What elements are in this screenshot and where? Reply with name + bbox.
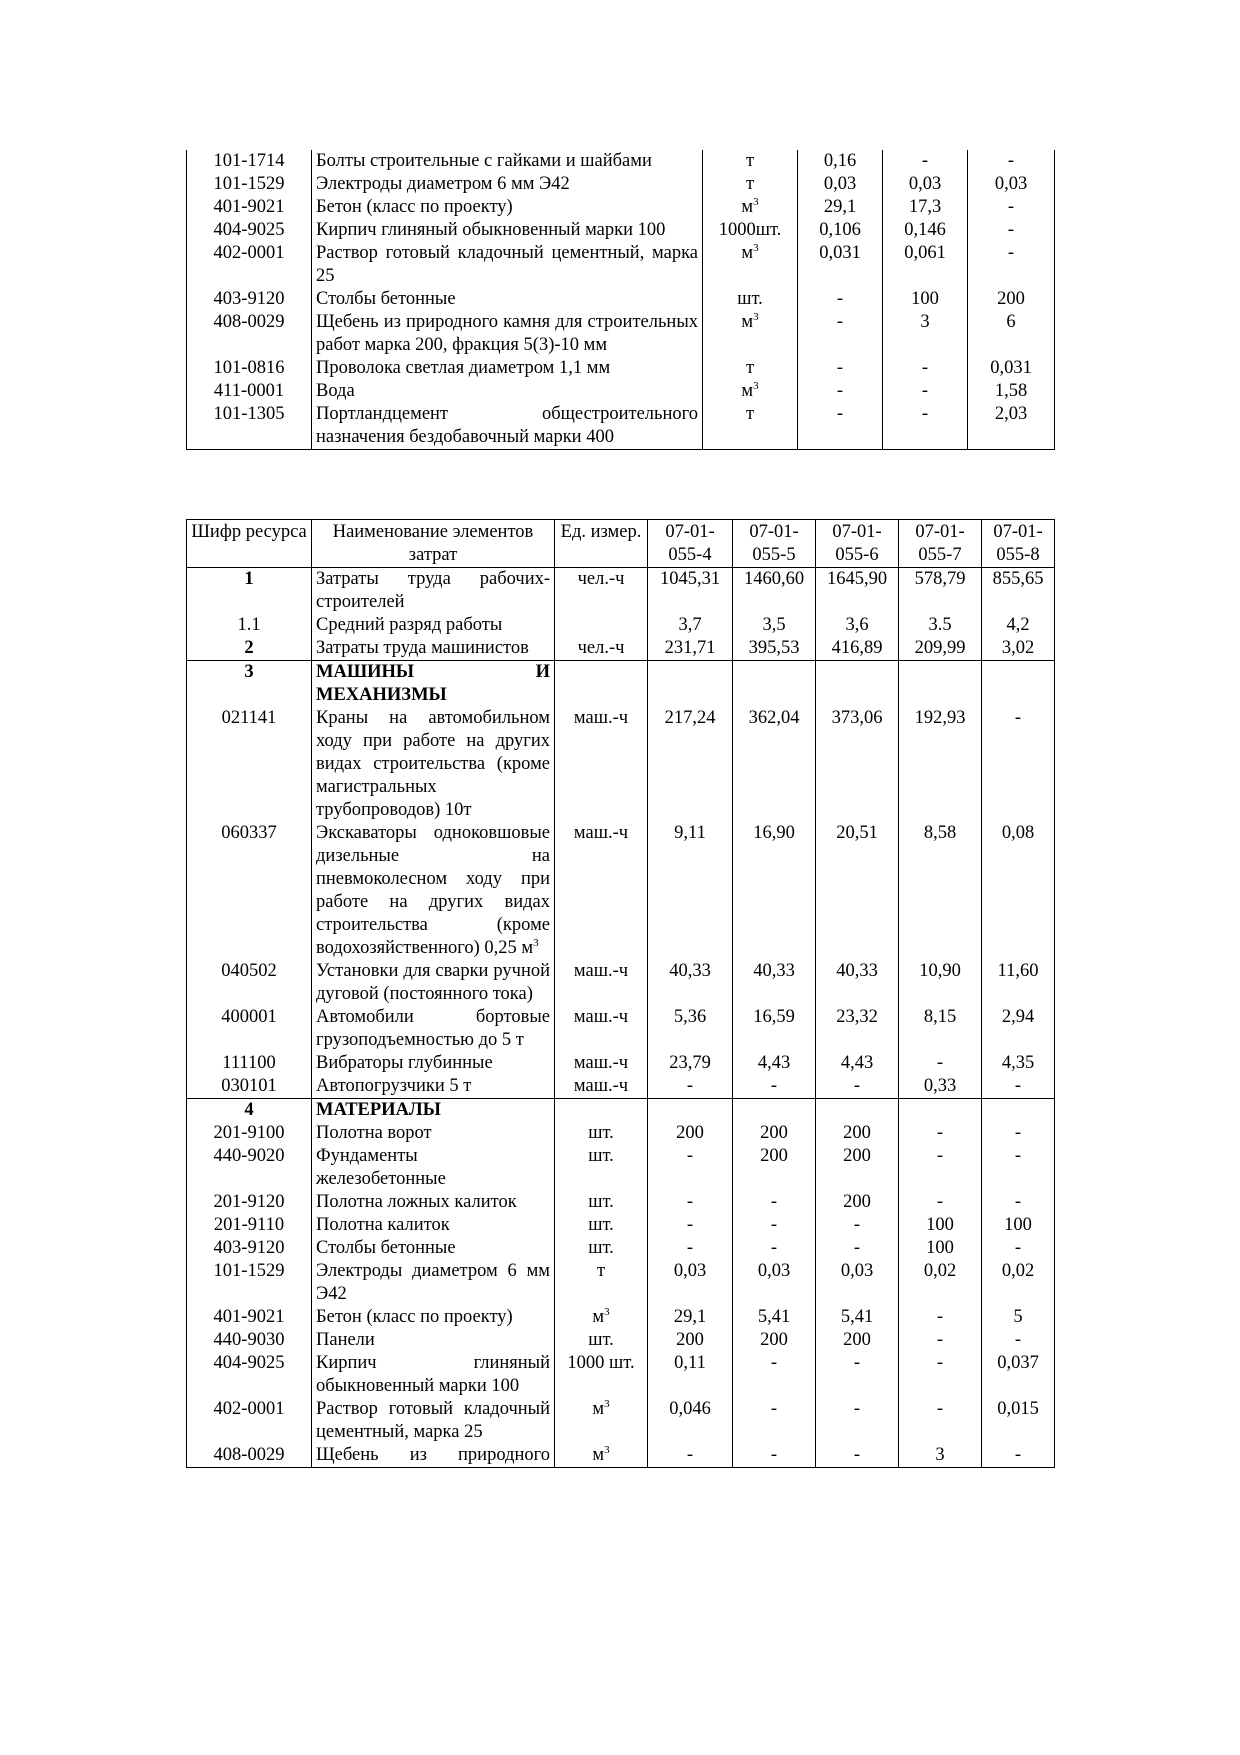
- value-cell: 2,94: [982, 1006, 1055, 1052]
- header-code: Шифр ресурса: [187, 520, 312, 568]
- resource-name: Автопогрузчики 5 т: [312, 1075, 555, 1099]
- value-cell: -: [816, 1075, 899, 1099]
- value-cell: -: [968, 196, 1055, 219]
- table-row: [187, 196, 1055, 219]
- unit: шт.: [555, 1329, 648, 1352]
- resource-code: 440-9020: [213, 1146, 285, 1166]
- value-cell: 5,36: [648, 1006, 733, 1052]
- value-cell: -: [798, 357, 883, 380]
- value-cell: [733, 661, 816, 708]
- table-row: [187, 1145, 1055, 1191]
- value-cell: -: [982, 1444, 1055, 1468]
- value-cell: 5: [982, 1306, 1055, 1329]
- resource-name: Автомобили бортовые грузоподъемностью до 5 т: [312, 1006, 555, 1052]
- value-cell: [816, 661, 899, 708]
- value-cell: 0,33: [899, 1075, 982, 1099]
- unit: $м^3$: [555, 1398, 648, 1444]
- value-cell: 3,02: [982, 637, 1055, 661]
- table-row: [187, 960, 1055, 1006]
- value-cell: -: [883, 357, 968, 380]
- superscript-3: 3: [604, 1306, 610, 1318]
- value-cell: 362,04: [733, 707, 816, 822]
- table-row: [187, 1352, 1055, 1398]
- resource-name: Проволока светлая диаметром 1,1 мм: [312, 357, 703, 380]
- resource-code: 404-9025: [213, 1353, 285, 1373]
- value-cell: 1045,31: [648, 568, 733, 615]
- header-col-2: 07-01-055-5: [733, 520, 816, 568]
- value-cell: -: [899, 1329, 982, 1352]
- value-cell: -: [968, 219, 1055, 242]
- section-row: [187, 1099, 1055, 1123]
- resource-code: 401-9021: [213, 197, 285, 217]
- resource-code: 201-9110: [213, 1215, 285, 1235]
- value-cell: [982, 661, 1055, 708]
- value-cell: 1645,90: [816, 568, 899, 615]
- resource-name: Вибраторы глубинные: [312, 1052, 555, 1075]
- unit: $м^3$: [703, 242, 798, 288]
- resource-code: 404-9025: [213, 220, 285, 240]
- value-cell: 0,03: [798, 173, 883, 196]
- value-cell: -: [982, 1329, 1055, 1352]
- value-cell: 4,2: [982, 614, 1055, 637]
- value-cell: 40,33: [733, 960, 816, 1006]
- unit: чел.-ч: [555, 637, 648, 661]
- value-cell: 578,79: [899, 568, 982, 615]
- resource-name: Электроды диаметром 6 мм Э42: [312, 1260, 555, 1306]
- value-cell: 8,15: [899, 1006, 982, 1052]
- resource-name: Портландцемент общестроительного назначения бездобавочный марки 400: [312, 403, 703, 450]
- unit: шт.: [555, 1191, 648, 1214]
- value-cell: 855,65: [982, 568, 1055, 615]
- superscript-3: 3: [753, 311, 759, 323]
- resource-name: Столбы бетонные: [312, 288, 703, 311]
- value-cell: -: [899, 1398, 982, 1444]
- resource-code: 021141: [221, 708, 277, 728]
- value-cell: 40,33: [648, 960, 733, 1006]
- resource-name: Электроды диаметром 6 мм Э42: [312, 173, 703, 196]
- value-cell: 5,41: [733, 1306, 816, 1329]
- value-cell: 0,015: [982, 1398, 1055, 1444]
- value-cell: 4,35: [982, 1052, 1055, 1075]
- resource-name: МАТЕРИАЛЫ: [312, 1099, 555, 1123]
- value-cell: 0,061: [883, 242, 968, 288]
- value-cell: -: [816, 1444, 899, 1468]
- value-cell: 0,037: [982, 1352, 1055, 1398]
- resource-code: 403-9120: [213, 1238, 285, 1258]
- value-cell: -: [899, 1145, 982, 1191]
- value-cell: -: [733, 1214, 816, 1237]
- table-row: [187, 380, 1055, 403]
- value-cell: 1460,60: [733, 568, 816, 615]
- value-cell: -: [798, 380, 883, 403]
- resource-name: Бетон (класс по проекту): [312, 196, 703, 219]
- resource-name: Раствор готовый кладочный цементный, марка 25: [312, 1398, 555, 1444]
- value-cell: -: [648, 1237, 733, 1260]
- value-cell: 200: [733, 1122, 816, 1145]
- unit: шт.: [555, 1145, 648, 1191]
- value-cell: 200: [733, 1329, 816, 1352]
- value-cell: -: [982, 1122, 1055, 1145]
- resource-code: 411-0001: [213, 381, 285, 401]
- value-cell: -: [648, 1444, 733, 1468]
- value-cell: -: [648, 1075, 733, 1099]
- unit: чел.-ч: [555, 568, 648, 615]
- table-row: [187, 1398, 1055, 1444]
- value-cell: 23,79: [648, 1052, 733, 1075]
- value-cell: 0,03: [648, 1260, 733, 1306]
- resource-code: 408-0029: [213, 1445, 285, 1465]
- value-cell: -: [798, 311, 883, 357]
- value-cell: -: [733, 1444, 816, 1468]
- value-cell: 200: [816, 1329, 899, 1352]
- table-row: [187, 637, 1055, 661]
- value-cell: 200: [648, 1329, 733, 1352]
- table-row: [187, 1260, 1055, 1306]
- resource-code: 040502: [221, 961, 277, 981]
- value-cell: -: [648, 1214, 733, 1237]
- table-row: [187, 1237, 1055, 1260]
- unit: [555, 1099, 648, 1123]
- resource-code: 4: [187, 1099, 312, 1123]
- table-header-row: [187, 520, 1055, 568]
- table-row: [187, 173, 1055, 196]
- value-cell: 0,11: [648, 1352, 733, 1398]
- unit: шт.: [703, 288, 798, 311]
- table-row: [187, 1214, 1055, 1237]
- value-cell: 100: [899, 1237, 982, 1260]
- value-cell: 4,43: [733, 1052, 816, 1075]
- unit: 1000шт.: [703, 219, 798, 242]
- resource-code: 101-1305: [213, 404, 285, 424]
- resource-name: Установки для сварки ручной дуговой (постоянного тока): [312, 960, 555, 1006]
- resource-name: Затраты труда рабочих-строителей: [312, 568, 555, 615]
- resource-code: 401-9021: [213, 1307, 285, 1327]
- resource-name: Краны на автомобильном ходу при работе на других видах строительства (кроме магистральных трубопроводов) 10т: [312, 707, 555, 822]
- header-unit: Ед. измер.: [555, 520, 648, 568]
- resource-name: Затраты труда машинистов: [312, 637, 555, 661]
- unit: т: [703, 150, 798, 173]
- unit: маш.-ч: [555, 1052, 648, 1075]
- main-resource-table: [186, 519, 1055, 1468]
- resource-name: Фундаменты железобетонные: [312, 1145, 555, 1191]
- value-cell: 16,90: [733, 822, 816, 960]
- resource-code: 408-0029: [213, 312, 285, 332]
- value-cell: 3,7: [648, 614, 733, 637]
- value-cell: 0,03: [968, 173, 1055, 196]
- table-row: [187, 403, 1055, 450]
- superscript-3: 3: [604, 1444, 610, 1456]
- value-cell: 231,71: [648, 637, 733, 661]
- top-table-body: [187, 150, 1055, 450]
- resource-name: Болты строительные с гайками и шайбами: [312, 150, 703, 173]
- table-row: [187, 1444, 1055, 1468]
- value-cell: 16,59: [733, 1006, 816, 1052]
- resource-code: 1.1: [237, 615, 261, 635]
- value-cell: 0,08: [982, 822, 1055, 960]
- value-cell: -: [733, 1398, 816, 1444]
- value-cell: -: [733, 1237, 816, 1260]
- unit: т: [703, 173, 798, 196]
- value-cell: 5,41: [816, 1306, 899, 1329]
- table-row: [187, 288, 1055, 311]
- value-cell: 6: [968, 311, 1055, 357]
- resource-code: 402-0001: [213, 1399, 285, 1419]
- value-cell: 0,046: [648, 1398, 733, 1444]
- value-cell: 0,03: [883, 173, 968, 196]
- table-row: [187, 1306, 1055, 1329]
- value-cell: 3: [899, 1444, 982, 1468]
- value-cell: 1,58: [968, 380, 1055, 403]
- value-cell: -: [733, 1075, 816, 1099]
- value-cell: 100: [883, 288, 968, 311]
- value-cell: -: [883, 403, 968, 450]
- value-cell: 0,02: [899, 1260, 982, 1306]
- value-cell: 0,03: [816, 1260, 899, 1306]
- header-col-3: 07-01-055-6: [816, 520, 899, 568]
- value-cell: 100: [899, 1214, 982, 1237]
- value-cell: 192,93: [899, 707, 982, 822]
- resource-code: 440-9030: [213, 1330, 285, 1350]
- value-cell: -: [982, 1191, 1055, 1214]
- resource-name: Бетон (класс по проекту): [312, 1306, 555, 1329]
- resource-code: 101-1529: [213, 1261, 285, 1281]
- value-cell: -: [982, 707, 1055, 822]
- value-cell: -: [883, 380, 968, 403]
- value-cell: 395,53: [733, 637, 816, 661]
- resource-name: Панели: [312, 1329, 555, 1352]
- value-cell: 40,33: [816, 960, 899, 1006]
- resource-name: Щебень из природного камня для строительных работ марка 200, фракция 5(3)-10 мм: [312, 311, 703, 357]
- header-col-4: 07-01-055-7: [899, 520, 982, 568]
- value-cell: 416,89: [816, 637, 899, 661]
- resource-name: Кирпич глиняный обыкновенный марки 100: [312, 1352, 555, 1398]
- value-cell: -: [798, 403, 883, 450]
- resource-name: Раствор готовый кладочный цементный, марка 25: [312, 242, 703, 288]
- resource-name: Средний разряд работы: [312, 614, 555, 637]
- unit: маш.-ч: [555, 822, 648, 960]
- table-row: [187, 1191, 1055, 1214]
- resource-code: 201-9120: [213, 1192, 285, 1212]
- resource-code: 101-1714: [213, 151, 285, 171]
- resource-code: 403-9120: [213, 289, 285, 309]
- unit: т: [555, 1260, 648, 1306]
- value-cell: 0,03: [733, 1260, 816, 1306]
- unit: $м^3$: [703, 196, 798, 219]
- value-cell: 0,16: [798, 150, 883, 173]
- value-cell: 200: [648, 1122, 733, 1145]
- value-cell: 373,06: [816, 707, 899, 822]
- value-cell: 200: [733, 1145, 816, 1191]
- resource-code: 3: [187, 661, 312, 708]
- resource-name: Полотна калиток: [312, 1214, 555, 1237]
- unit: $м^3$: [703, 311, 798, 357]
- header-name: Наименование элементов затрат: [312, 520, 555, 568]
- value-cell: [733, 1099, 816, 1123]
- resource-code: 201-9100: [213, 1123, 285, 1143]
- resource-name: Экскаваторы одноковшовые дизельные на пневмоколесном ходу при работе на других видах строительства (кроме водохозяйственного) 0,25 $м^3$: [312, 822, 555, 960]
- value-cell: -: [816, 1398, 899, 1444]
- resource-code: 101-1529: [213, 174, 285, 194]
- table-row: [187, 568, 1055, 615]
- value-cell: 11,60: [982, 960, 1055, 1006]
- value-cell: 200: [816, 1145, 899, 1191]
- value-cell: [648, 1099, 733, 1123]
- header-col-1: 07-01-055-4: [648, 520, 733, 568]
- resource-code: 101-0816: [213, 358, 285, 378]
- resource-name: Щебень из природного: [312, 1444, 555, 1468]
- value-cell: -: [982, 1075, 1055, 1099]
- value-cell: 20,51: [816, 822, 899, 960]
- table-row: [187, 1122, 1055, 1145]
- unit: шт.: [555, 1214, 648, 1237]
- value-cell: 3: [883, 311, 968, 357]
- table-row: [187, 1006, 1055, 1052]
- resource-code: 030101: [221, 1076, 277, 1096]
- value-cell: 209,99: [899, 637, 982, 661]
- unit: [555, 661, 648, 708]
- value-cell: -: [798, 288, 883, 311]
- header-col-5: 07-01-055-8: [982, 520, 1055, 568]
- value-cell: 3,5: [733, 614, 816, 637]
- value-cell: [899, 661, 982, 708]
- value-cell: 3.5: [899, 614, 982, 637]
- section-row: [187, 661, 1055, 708]
- value-cell: -: [648, 1145, 733, 1191]
- top-resource-table: [186, 150, 1055, 450]
- superscript-3: 3: [753, 242, 759, 254]
- value-cell: -: [982, 1145, 1055, 1191]
- value-cell: 217,24: [648, 707, 733, 822]
- superscript-3: 3: [604, 1398, 610, 1410]
- resource-code: 111100: [222, 1053, 276, 1073]
- value-cell: 0,031: [968, 357, 1055, 380]
- unit: $м^3$: [703, 380, 798, 403]
- value-cell: -: [899, 1122, 982, 1145]
- value-cell: -: [816, 1237, 899, 1260]
- value-cell: 0,106: [798, 219, 883, 242]
- unit: шт.: [555, 1122, 648, 1145]
- table-row: [187, 242, 1055, 288]
- resource-name: Вода: [312, 380, 703, 403]
- value-cell: 10,90: [899, 960, 982, 1006]
- resource-name: МАШИНЫ И МЕХАНИЗМЫ: [312, 661, 555, 708]
- resource-name: Кирпич глиняный обыкновенный марки 100: [312, 219, 703, 242]
- table-row: [187, 357, 1055, 380]
- value-cell: -: [883, 150, 968, 173]
- value-cell: [982, 1099, 1055, 1123]
- value-cell: -: [968, 150, 1055, 173]
- table-row: [187, 150, 1055, 173]
- table-row: [187, 311, 1055, 357]
- resource-name: Столбы бетонные: [312, 1237, 555, 1260]
- value-cell: -: [816, 1214, 899, 1237]
- unit: $м^3$: [555, 1444, 648, 1468]
- value-cell: 200: [816, 1122, 899, 1145]
- value-cell: -: [733, 1352, 816, 1398]
- value-cell: 23,32: [816, 1006, 899, 1052]
- value-cell: 9,11: [648, 822, 733, 960]
- superscript-3: 3: [753, 380, 759, 392]
- value-cell: 29,1: [798, 196, 883, 219]
- table-row: [187, 1329, 1055, 1352]
- value-cell: -: [899, 1306, 982, 1329]
- value-cell: -: [899, 1052, 982, 1075]
- unit: т: [703, 403, 798, 450]
- unit: 1000 шт.: [555, 1352, 648, 1398]
- value-cell: 4,43: [816, 1052, 899, 1075]
- resource-code: 402-0001: [213, 243, 285, 263]
- value-cell: -: [899, 1352, 982, 1398]
- value-cell: 2,03: [968, 403, 1055, 450]
- unit: т: [703, 357, 798, 380]
- value-cell: 200: [816, 1191, 899, 1214]
- value-cell: 0,146: [883, 219, 968, 242]
- table-row: [187, 219, 1055, 242]
- superscript-3: 3: [753, 196, 759, 208]
- value-cell: 3,6: [816, 614, 899, 637]
- value-cell: 29,1: [648, 1306, 733, 1329]
- value-cell: 0,02: [982, 1260, 1055, 1306]
- unit: маш.-ч: [555, 1075, 648, 1099]
- resource-code: 400001: [221, 1007, 277, 1027]
- value-cell: -: [648, 1191, 733, 1214]
- main-table-body: [187, 568, 1055, 1468]
- table-row: [187, 1075, 1055, 1099]
- value-cell: 100: [982, 1214, 1055, 1237]
- resource-code: 1: [244, 569, 254, 589]
- unit: маш.-ч: [555, 707, 648, 822]
- value-cell: 0,031: [798, 242, 883, 288]
- unit: шт.: [555, 1237, 648, 1260]
- value-cell: [648, 661, 733, 708]
- table-row: [187, 614, 1055, 637]
- value-cell: -: [968, 242, 1055, 288]
- value-cell: -: [816, 1352, 899, 1398]
- resource-code: 060337: [221, 823, 277, 843]
- table-row: [187, 822, 1055, 960]
- resource-code: 2: [244, 638, 254, 658]
- table-row: [187, 707, 1055, 822]
- resource-name: Полотна ворот: [312, 1122, 555, 1145]
- unit: $м^3$: [555, 1306, 648, 1329]
- superscript-3: 3: [533, 937, 539, 949]
- value-cell: [899, 1099, 982, 1123]
- value-cell: -: [733, 1191, 816, 1214]
- unit: маш.-ч: [555, 1006, 648, 1052]
- value-cell: [816, 1099, 899, 1123]
- value-cell: -: [899, 1191, 982, 1214]
- value-cell: 200: [968, 288, 1055, 311]
- value-cell: -: [982, 1237, 1055, 1260]
- value-cell: 8,58: [899, 822, 982, 960]
- unit: маш.-ч: [555, 960, 648, 1006]
- unit: [555, 614, 648, 637]
- table-row: [187, 1052, 1055, 1075]
- value-cell: 17,3: [883, 196, 968, 219]
- resource-name: Полотна ложных калиток: [312, 1191, 555, 1214]
